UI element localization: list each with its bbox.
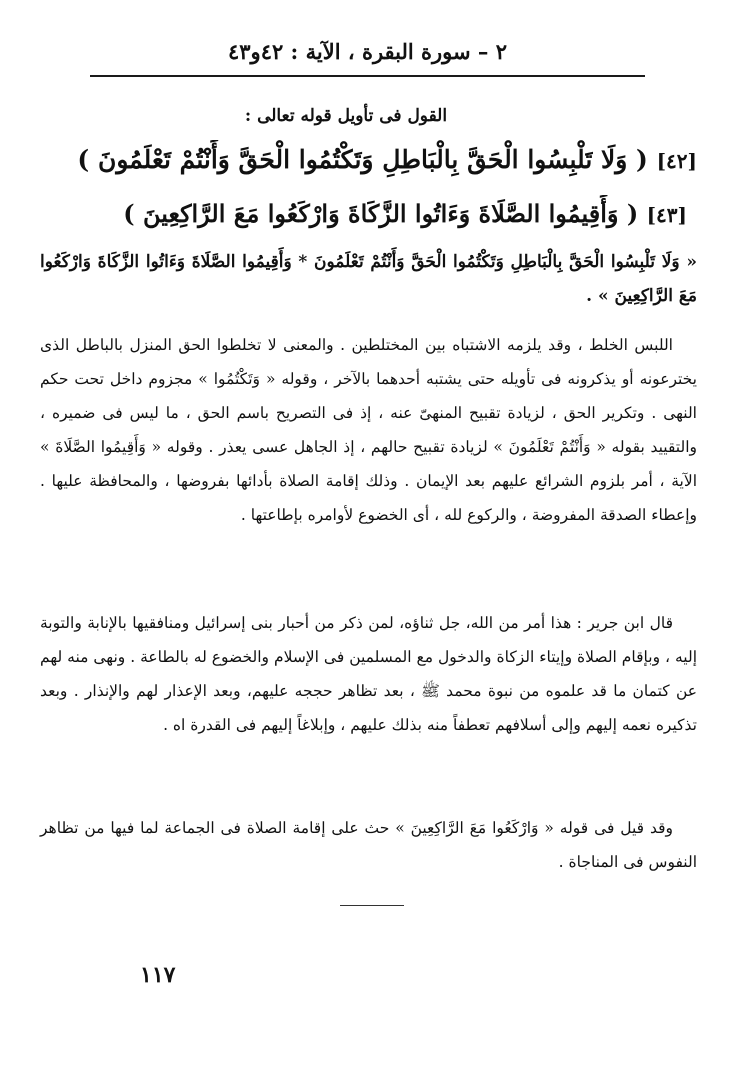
page-number: ١١٧ xyxy=(140,962,176,988)
section-heading: القول فى تأويل قوله تعالى : xyxy=(244,106,448,126)
verse-text: ( وَأَقِيمُوا الصَّلَاةَ وَءَاتُوا الزَّكَاةَ وَارْكَعُوا مَعَ الرَّاكِعِينَ ) xyxy=(123,199,639,228)
verse-number: [٤٢] xyxy=(656,149,697,173)
commentary-paragraph: اللبس الخلط ، وقد يلزمه الاشتباه بين المختلطين . والمعنى لا تخلطوا الحق المنزل بالباطل الذى يخترعونه أو يذكرونه فى تأويله حتى يشتبه أحدهما بالآخر ، وقوله « وَتَكْتُمُوا » مجزوم داخل تحت حكم النهى . وتكرير الحق ، لزيادة تقبيح المنهىّ عنه ، إذ فى التصريح باسم الحق ، ما ليس فى ضميره ، والتقييد بقوله « وَأَنْتُمْ تَعْلَمُونَ » لزيادة تقبيح حالهم ، إذ الجاهل عسى يعذر . وقوله « وَأَقِيمُوا الصَّلَاةَ » الآية ، أمر بلزوم الشرائع عليهم بعد الإيمان . وذلك إقامة الصلاة بأدائها بفروضها ، والمحافظة عليها . وإعطاء الصدقة المفروضة ، والركوع لله ، أى الخضوع لأوامره بإطاعتها . xyxy=(40,336,697,524)
header-divider xyxy=(90,75,645,77)
verse-number: [٤٣] xyxy=(646,203,687,227)
section-end-divider xyxy=(340,905,404,906)
quoted-verses: « وَلَا تَلْبِسُوا الْحَقَّ بِالْبَاطِلِ وَتَكْتُمُوا الْحَقَّ وَأَنْتُمْ تَعْلَمُونَ * وَأَقِيمُوا الصَّلَاةَ وَءَاتُوا الزَّكَاةَ وَارْكَعُوا مَعَ الرَّاكِعِينَ » . xyxy=(40,252,697,306)
ibn-jarir-paragraph: قال ابن جرير : هذا أمر من الله، جل ثناؤه، لمن ذكر من أحبار بنى إسرائيل ومنافقيها بالإنابة والتوبة إليه ، وبإقام الصلاة وإيتاء الزكاة والدخول مع المسلمين فى الإسلام والخضوع له بالطاعة . ونهى منه لهم عن كتمان ما قد علموه من نبوة محمد ﷺ ، بعد تظاهر حججه عليهم، وبعد الإعذار لهم والإنذار . وبعد تذكيره نعمه إليهم وإلى أسلافهم تعطفاً منه بذلك عليهم ، وإبلاغاً إليهم فى القدرة اه . xyxy=(40,614,697,734)
running-header: ٢ – سورة البقرة ، الآية : ٤٢و٤٣ xyxy=(227,39,508,64)
verse-text: ( وَلَا تَلْبِسُوا الْحَقَّ بِالْبَاطِلِ وَتَكْتُمُوا الْحَقَّ وَأَنْتُمْ تَعْلَمُونَ ) xyxy=(77,145,648,174)
verse-43 xyxy=(97,195,697,234)
closing-paragraph: وقد قيل فى قوله « وَارْكَعُوا مَعَ الرَّاكِعِينَ » حث على إقامة الصلاة فى الجماعة لما فيها من تظاهر النفوس فى المناجاة . xyxy=(40,819,697,871)
verse-42 xyxy=(40,140,697,181)
